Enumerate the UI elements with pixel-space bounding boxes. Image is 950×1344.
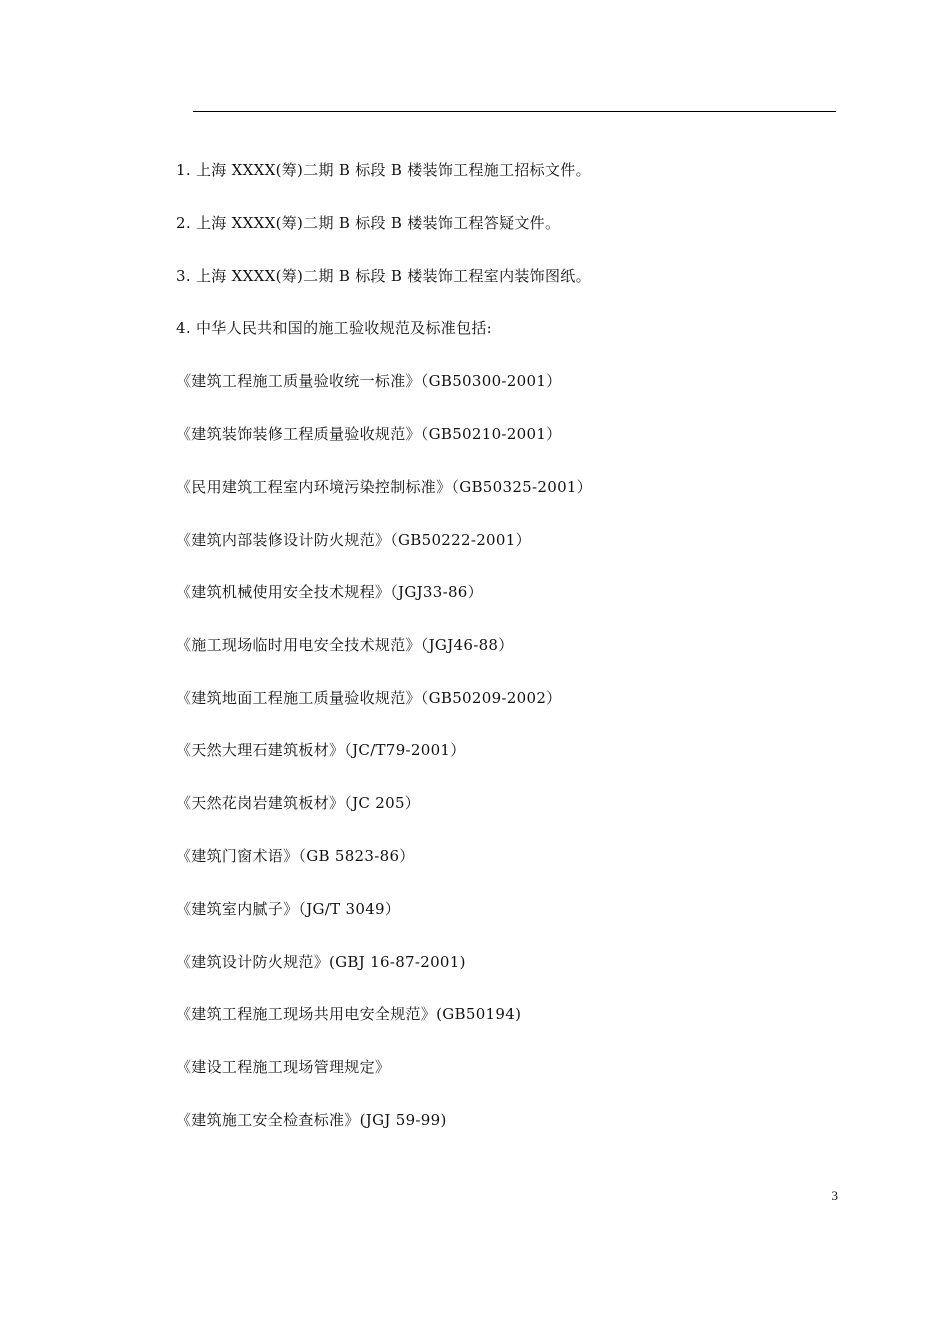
standard-item: 《建筑工程施工现场共用电安全规范》(GB50194) <box>176 1005 522 1023</box>
numbered-item-1: 1. 上海 XXXX(筹)二期 B 标段 B 楼装饰工程施工招标文件。 <box>176 161 591 179</box>
page-number: 3 <box>831 1188 838 1203</box>
standard-item: 《施工现场临时用电安全技术规范》（JGJ46-88） <box>176 636 514 654</box>
standard-item: 《天然大理石建筑板材》（JC/T79-2001） <box>176 741 466 759</box>
numbered-item-2: 2. 上海 XXXX(筹)二期 B 标段 B 楼装饰工程答疑文件。 <box>176 214 561 232</box>
standard-item: 《建筑设计防火规范》(GBJ 16-87-2001) <box>176 953 466 971</box>
standard-item: 《建设工程施工现场管理规定》 <box>176 1058 391 1076</box>
standard-item: 《建筑内部装修设计防火规范》（GB50222-2001） <box>176 531 531 549</box>
numbered-item-4: 4. 中华人民共和国的施工验收规范及标准包括: <box>176 319 493 337</box>
standard-item: 《民用建筑工程室内环境污染控制标准》（GB50325-2001） <box>176 478 593 496</box>
numbered-item-3: 3. 上海 XXXX(筹)二期 B 标段 B 楼装饰工程室内装饰图纸。 <box>176 267 591 285</box>
standard-item: 《建筑装饰装修工程质量验收规范》（GB50210-2001） <box>176 425 562 443</box>
standard-item: 《建筑机械使用安全技术规程》（JGJ33-86） <box>176 583 483 601</box>
standard-item: 《建筑工程施工质量验收统一标准》（GB50300-2001） <box>176 372 562 390</box>
standard-item: 《建筑施工安全检查标准》(JGJ 59-99) <box>176 1111 447 1129</box>
standard-item: 《建筑地面工程施工质量验收规范》（GB50209-2002） <box>176 689 562 707</box>
standard-item: 《建筑门窗术语》（GB 5823-86） <box>176 847 415 865</box>
standard-item: 《建筑室内腻子》（JG/T 3049） <box>176 900 401 918</box>
standard-item: 《天然花岗岩建筑板材》（JC 205） <box>176 794 421 812</box>
